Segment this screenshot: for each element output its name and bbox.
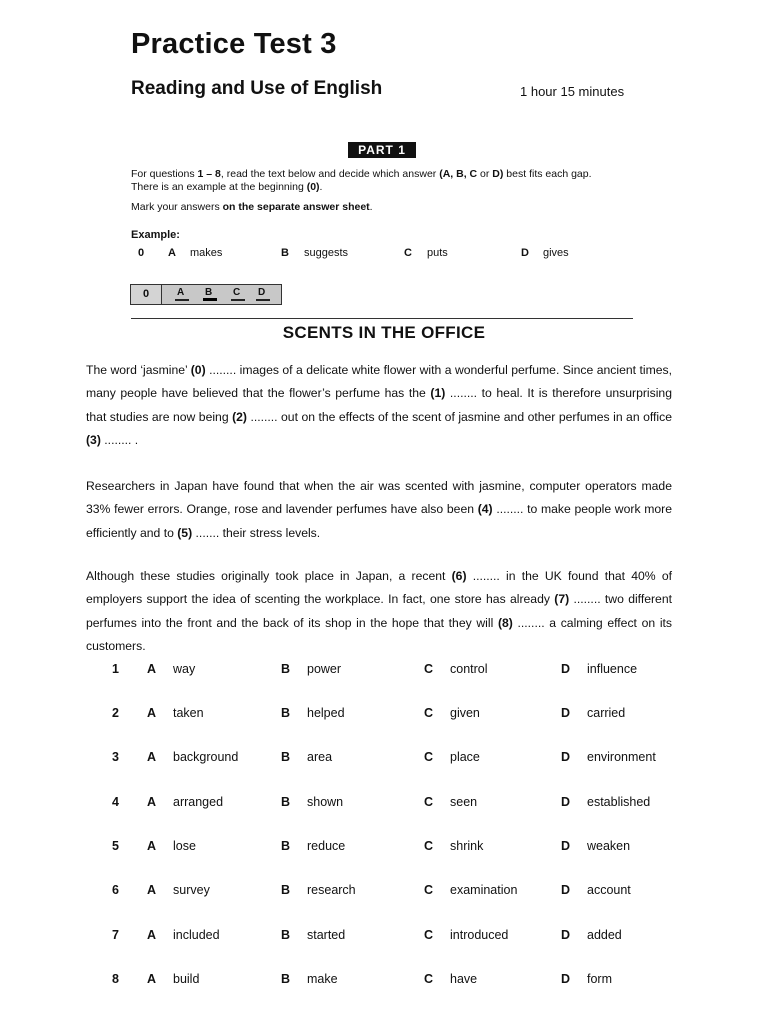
text-segment: ........ to heal. It is therefore unsurprising that studies are now being xyxy=(86,386,672,424)
question-number: 6 xyxy=(112,883,119,897)
option-letter-d: D xyxy=(561,839,571,853)
option-letter-c: C xyxy=(424,662,434,676)
text-segment: ........ a calming effect on its customers. xyxy=(86,615,673,653)
option-letter-c: C xyxy=(424,750,434,764)
section-title: Reading and Use of English xyxy=(131,78,383,99)
option-word-b: started xyxy=(307,928,346,942)
question-number: 2 xyxy=(112,706,119,720)
option-letter-c: C xyxy=(424,706,434,720)
option-word-a: included xyxy=(173,928,220,942)
option-word-d: form xyxy=(587,972,612,986)
option-letter-a: A xyxy=(147,795,157,809)
option-word-c: place xyxy=(450,750,480,764)
option-letter-d: D xyxy=(561,928,571,942)
gap-number: (7) xyxy=(554,592,570,607)
instruction-text: . xyxy=(319,181,323,193)
gap-number: (8) xyxy=(497,615,513,630)
gap-number: (0) xyxy=(190,363,206,377)
example-label: Example: xyxy=(131,229,180,241)
option-letter-b: B xyxy=(281,972,291,986)
gap-number: (1) xyxy=(430,386,446,401)
question-number: 1 xyxy=(112,662,119,676)
option-word-a: background xyxy=(173,750,239,764)
instruction-text: (0) xyxy=(306,181,320,193)
option-letter-d: D xyxy=(561,662,571,676)
question-number: 5 xyxy=(112,839,119,853)
option-letter-a: A xyxy=(147,972,157,986)
option-word-d: carried xyxy=(587,706,626,720)
option-letter-a: A xyxy=(147,706,157,720)
option-word-d: environment xyxy=(587,750,656,764)
option-letter-b: B xyxy=(281,839,291,853)
gap-number: (6) xyxy=(451,569,467,583)
option-letter-b: B xyxy=(281,706,291,720)
example-option-letter: D xyxy=(521,247,529,259)
option-word-d: established xyxy=(587,795,651,809)
option-word-d: account xyxy=(587,883,631,897)
option-letter-d: D xyxy=(561,795,571,809)
gap-number: (2) xyxy=(232,409,247,424)
example-answer-box xyxy=(130,284,282,305)
option-letter-a: A xyxy=(147,928,157,942)
example-option-word: suggests xyxy=(304,247,349,259)
option-word-a: way xyxy=(173,662,196,676)
gap-number: (3) xyxy=(86,432,101,447)
instruction-text: 1 – 8 xyxy=(197,168,221,180)
option-word-a: taken xyxy=(173,706,204,720)
option-word-b: make xyxy=(307,972,338,986)
option-word-c: introduced xyxy=(450,928,509,942)
option-letter-c: C xyxy=(424,972,434,986)
instruction-text: (A, B, C xyxy=(439,168,478,180)
instruction-text: on the separate answer sheet xyxy=(222,201,370,213)
option-letter-b: B xyxy=(281,662,291,676)
answer-mark-line xyxy=(231,299,245,301)
option-word-d: weaken xyxy=(587,839,631,853)
answer-option-d: D xyxy=(258,287,266,298)
text-segment: ........ out on the effects of the scent of jasmine and other perfumes in an office xyxy=(247,409,672,424)
instruction-text: For questions xyxy=(131,168,198,180)
option-letter-d: D xyxy=(561,750,571,764)
option-word-c: examination xyxy=(450,883,518,897)
instruction-text: best fits each gap. xyxy=(503,168,592,180)
question-number: 4 xyxy=(112,795,119,809)
option-letter-d: D xyxy=(561,706,571,720)
option-letter-a: A xyxy=(147,883,157,897)
question-number: 8 xyxy=(112,972,119,986)
text-segment: ........ images of a delicate white flower with a wonderful perfume. Since ancient times, many people have believed that the flower’s perfume has the xyxy=(86,363,672,401)
text-segment: ........ to make people work more efficiently and to xyxy=(86,502,673,540)
option-word-c: control xyxy=(450,662,488,676)
option-letter-b: B xyxy=(281,928,291,942)
option-letter-a: A xyxy=(147,839,157,853)
option-word-a: lose xyxy=(173,839,196,853)
answer-mark-line-selected xyxy=(203,298,217,301)
instruction-text: or xyxy=(477,168,493,180)
gap-number: (4) xyxy=(477,502,493,517)
option-letter-d: D xyxy=(561,972,571,986)
option-word-c: shrink xyxy=(450,839,484,853)
option-letter-a: A xyxy=(147,662,157,676)
text-heading: SCENTS IN THE OFFICE xyxy=(282,323,486,342)
text-segment: ........ two different perfumes into the front and the back of its shop in the hope that they will xyxy=(86,592,673,630)
paragraph-1 xyxy=(86,359,672,452)
example-option-word: gives xyxy=(543,247,569,259)
example-option-letter: A xyxy=(168,247,176,259)
option-letter-b: B xyxy=(281,750,291,764)
answer-option-c: C xyxy=(233,287,241,298)
text-segment: The word ‘jasmine’ xyxy=(86,363,191,377)
question-number: 7 xyxy=(112,928,119,942)
example-option-word: puts xyxy=(427,247,448,259)
instruction-text: , read the text below and decide which answer xyxy=(220,168,440,180)
example-option-letter: B xyxy=(281,247,289,259)
example-option-word: makes xyxy=(190,247,223,259)
divider xyxy=(131,318,633,319)
answer-option-a: A xyxy=(177,287,185,298)
option-letter-c: C xyxy=(424,795,434,809)
option-word-c: have xyxy=(450,972,478,986)
option-word-b: research xyxy=(307,883,356,897)
text-segment: ....... their stress levels. xyxy=(192,525,321,540)
text-segment: Although these studies originally took place in Japan, a recent xyxy=(86,569,452,583)
page-title: Practice Test 3 xyxy=(131,28,337,60)
answer-mark-line xyxy=(256,299,270,301)
option-letter-d: D xyxy=(561,883,571,897)
instruction-line-2 xyxy=(131,181,322,194)
instruction-text: D) xyxy=(492,168,504,180)
instruction-text: . xyxy=(369,201,373,213)
option-letter-c: C xyxy=(424,839,434,853)
part-badge: PART 1 xyxy=(348,142,416,158)
instruction-line-1 xyxy=(131,168,592,181)
paragraph-3 xyxy=(86,565,672,658)
example-number: 0 xyxy=(138,247,145,259)
option-letter-c: C xyxy=(424,928,434,942)
instruction-line-3 xyxy=(131,201,373,214)
answer-mark-line xyxy=(175,299,189,301)
option-letter-b: B xyxy=(281,883,291,897)
text-segment: Researchers in Japan have found that when the air was scented with jasmine, computer operators made 33% fewer errors. Orange, rose and lavender perfumes have also been xyxy=(86,479,672,517)
instruction-text: There is an example at the beginning xyxy=(131,181,307,193)
text-segment: ........ in the UK found that 40% of employers support the idea of scenting the workplace. In fact, one store has already xyxy=(86,569,672,607)
option-word-c: given xyxy=(450,706,480,720)
option-word-a: arranged xyxy=(173,795,224,809)
option-word-c: seen xyxy=(450,795,478,809)
text-segment: ........ . xyxy=(100,432,139,447)
option-word-b: helped xyxy=(307,706,345,720)
option-word-d: added xyxy=(587,928,622,942)
option-letter-b: B xyxy=(281,795,291,809)
paragraph-2 xyxy=(86,475,672,545)
option-word-a: build xyxy=(173,972,200,986)
option-letter-a: A xyxy=(147,750,157,764)
answer-option-b: B xyxy=(205,287,213,298)
option-word-b: reduce xyxy=(307,839,346,853)
option-word-d: influence xyxy=(587,662,638,676)
option-word-b: area xyxy=(307,750,333,764)
example-option-letter: C xyxy=(404,247,412,259)
option-word-a: survey xyxy=(173,883,210,897)
option-word-b: shown xyxy=(307,795,344,809)
question-number: 3 xyxy=(112,750,119,764)
option-letter-c: C xyxy=(424,883,434,897)
instruction-text: Mark your answers xyxy=(131,201,223,213)
option-word-b: power xyxy=(307,662,342,676)
duration-label: 1 hour 15 minutes xyxy=(520,84,625,99)
answer-box-number: 0 xyxy=(131,285,162,304)
gap-number: (5) xyxy=(177,525,193,540)
